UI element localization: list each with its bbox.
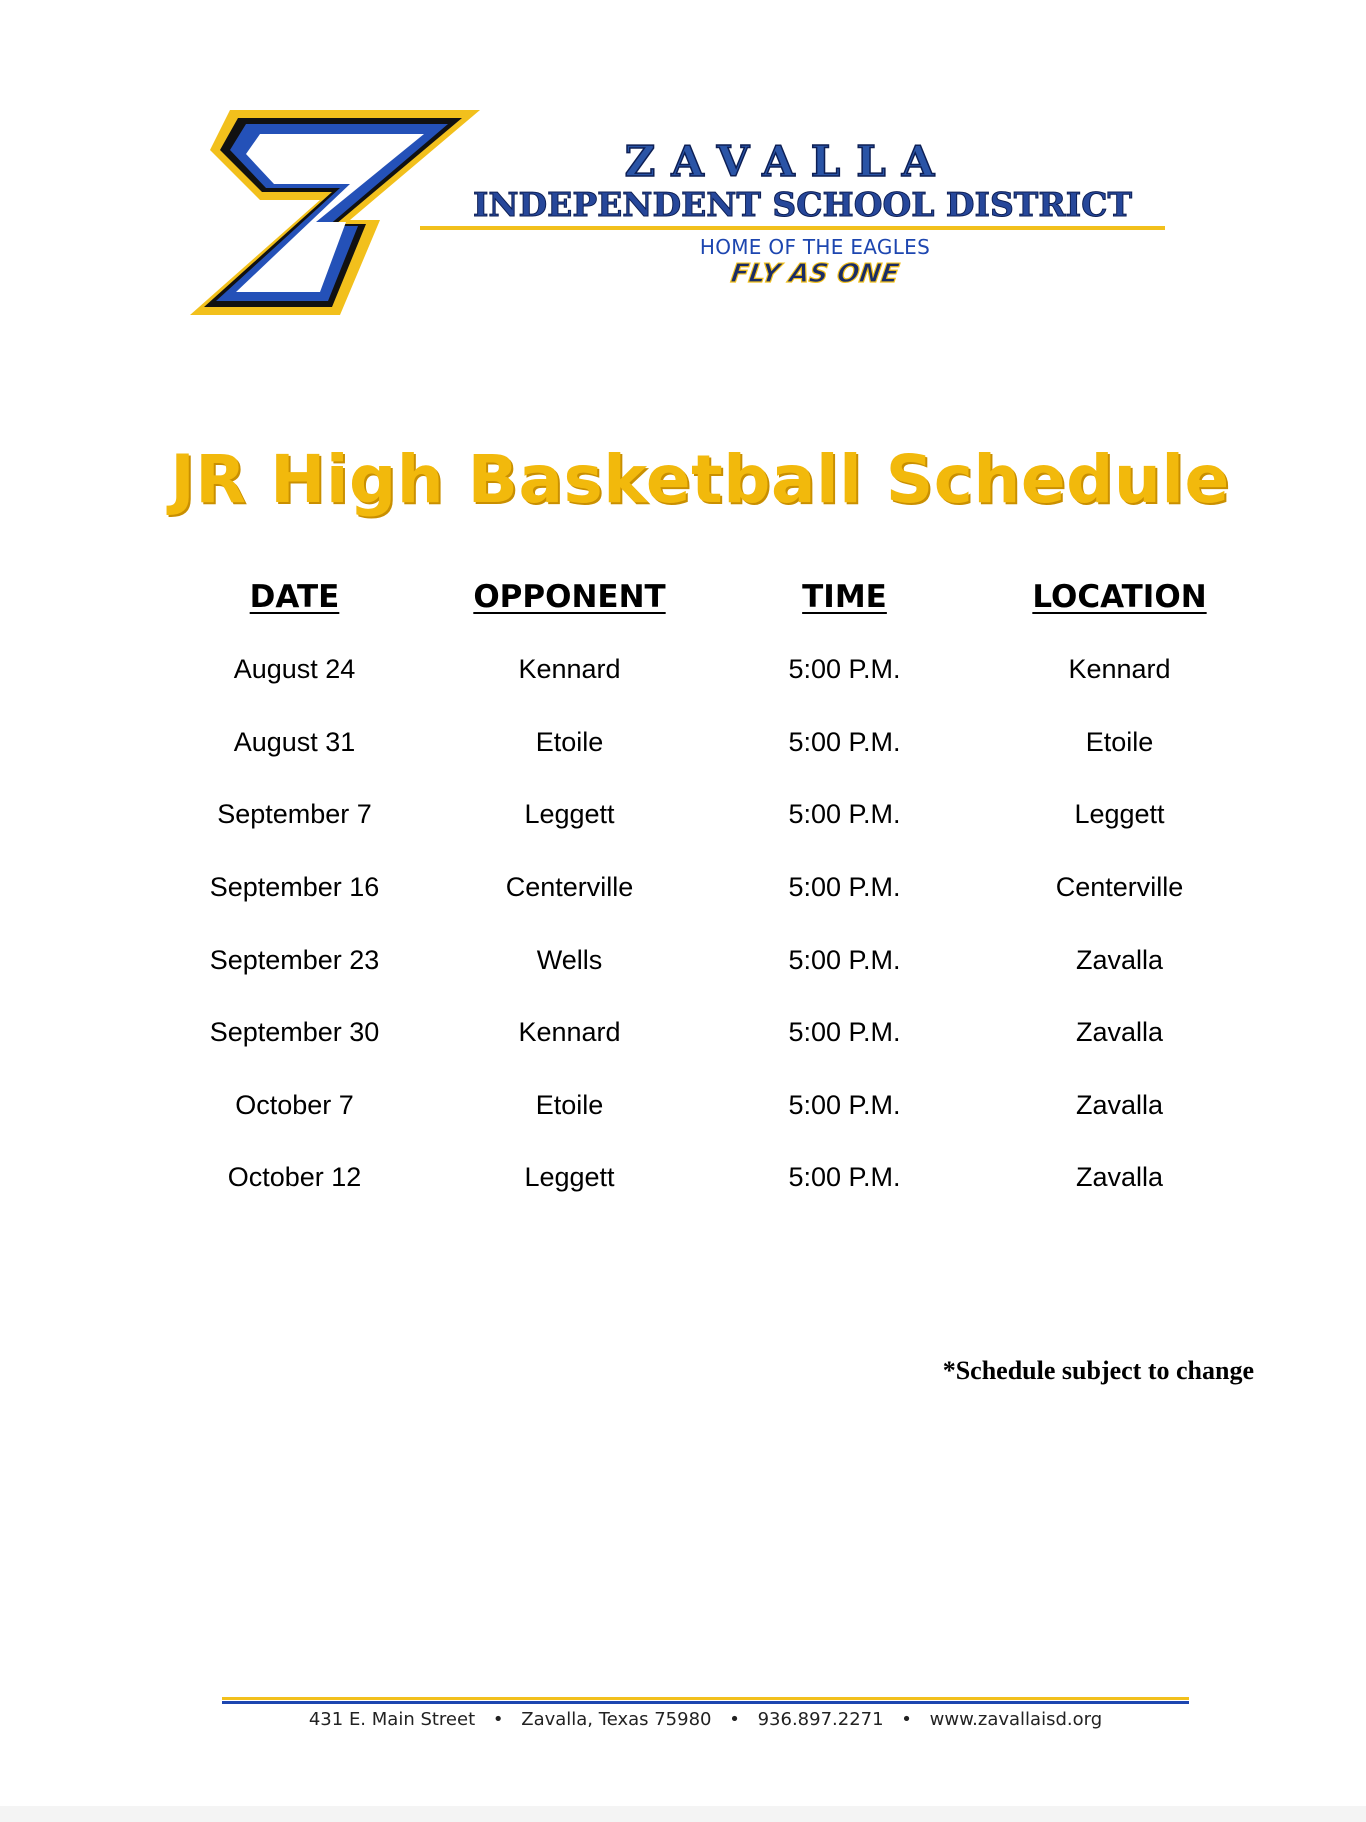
cell-date: August 31: [233, 726, 356, 757]
schedule-body: [157, 622, 1257, 1214]
cell-opponent: Kennard: [518, 654, 621, 685]
cell-time: 5:00 P.M.: [788, 726, 901, 757]
cell-location: Zavalla: [1075, 1162, 1164, 1193]
footer-separator: •: [492, 1709, 504, 1730]
footer-rule-blue: [222, 1701, 1189, 1704]
cell-opponent: Kennard: [518, 1017, 621, 1048]
cell-location: Centerville: [1055, 872, 1184, 903]
district-name: ZAVALLA: [624, 137, 951, 186]
cell-time: 5:00 P.M.: [788, 799, 901, 830]
cell-date: October 7: [235, 1089, 354, 1120]
cell-location: Zavalla: [1075, 1089, 1164, 1120]
footer-website[interactable]: www.zavallaisd.org: [929, 1709, 1103, 1730]
table-row: [157, 1069, 1257, 1142]
cell-opponent: Leggett: [524, 1162, 615, 1193]
cell-time: 5:00 P.M.: [788, 944, 901, 975]
cell-date: September 7: [217, 799, 372, 830]
header-location: LOCATION: [1032, 579, 1207, 615]
table-row: [157, 706, 1257, 779]
cell-location: Etoile: [1085, 726, 1154, 757]
footer-address: 431 E. Main Street: [308, 1709, 476, 1730]
page-title: JR High Basketball Schedule: [170, 441, 1230, 518]
footer-phone: 936.897.2271: [757, 1709, 884, 1730]
district-wordmark: [415, 137, 1160, 300]
letterhead-divider: [420, 226, 1165, 230]
cell-opponent: Etoile: [535, 726, 604, 757]
district-motto: HOME OF THE EAGLES: [699, 235, 931, 259]
cell-date: September 30: [209, 1017, 380, 1048]
cell-location: Kennard: [1068, 654, 1171, 685]
cell-time: 5:00 P.M.: [788, 872, 901, 903]
table-row: [157, 778, 1257, 851]
cell-location: Zavalla: [1075, 944, 1164, 975]
footer-separator: •: [901, 1709, 912, 1730]
cell-date: October 12: [227, 1162, 362, 1193]
table-row: [157, 923, 1257, 996]
table-row: [157, 1141, 1257, 1214]
header-time: TIME: [802, 579, 887, 615]
cell-time: 5:00 P.M.: [788, 1089, 901, 1120]
schedule-table: [157, 572, 1257, 1214]
cell-date: August 24: [233, 654, 356, 685]
footer-rule-gold: [222, 1697, 1189, 1700]
page-bottom-band: [0, 1806, 1366, 1822]
table-row: [157, 633, 1257, 706]
cell-date: September 23: [209, 944, 380, 975]
header-opponent: OPPONENT: [473, 579, 666, 615]
cell-date: September 16: [209, 872, 380, 903]
header-date: DATE: [249, 579, 340, 615]
cell-opponent: Leggett: [524, 799, 615, 830]
cell-time: 5:00 P.M.: [788, 654, 901, 685]
district-slogan: FLY AS ONE: [729, 259, 901, 289]
cell-location: Leggett: [1074, 799, 1165, 830]
district-subtitle: INDEPENDENT SCHOOL DISTRICT: [472, 185, 1133, 224]
table-row: [157, 851, 1257, 924]
footer-contact: [222, 1707, 1189, 1733]
cell-opponent: Wells: [536, 944, 603, 975]
schedule-header-row: [157, 572, 1257, 622]
cell-time: 5:00 P.M.: [788, 1017, 901, 1048]
cell-opponent: Etoile: [535, 1089, 604, 1120]
footer-city: Zavalla, Texas 75980: [521, 1709, 712, 1730]
cell-time: 5:00 P.M.: [788, 1162, 901, 1193]
cell-opponent: Centerville: [505, 872, 634, 903]
schedule-note: *Schedule subject to change: [942, 1356, 1254, 1385]
table-row: [157, 996, 1257, 1069]
footer-separator: •: [729, 1709, 740, 1730]
cell-location: Zavalla: [1075, 1017, 1164, 1048]
